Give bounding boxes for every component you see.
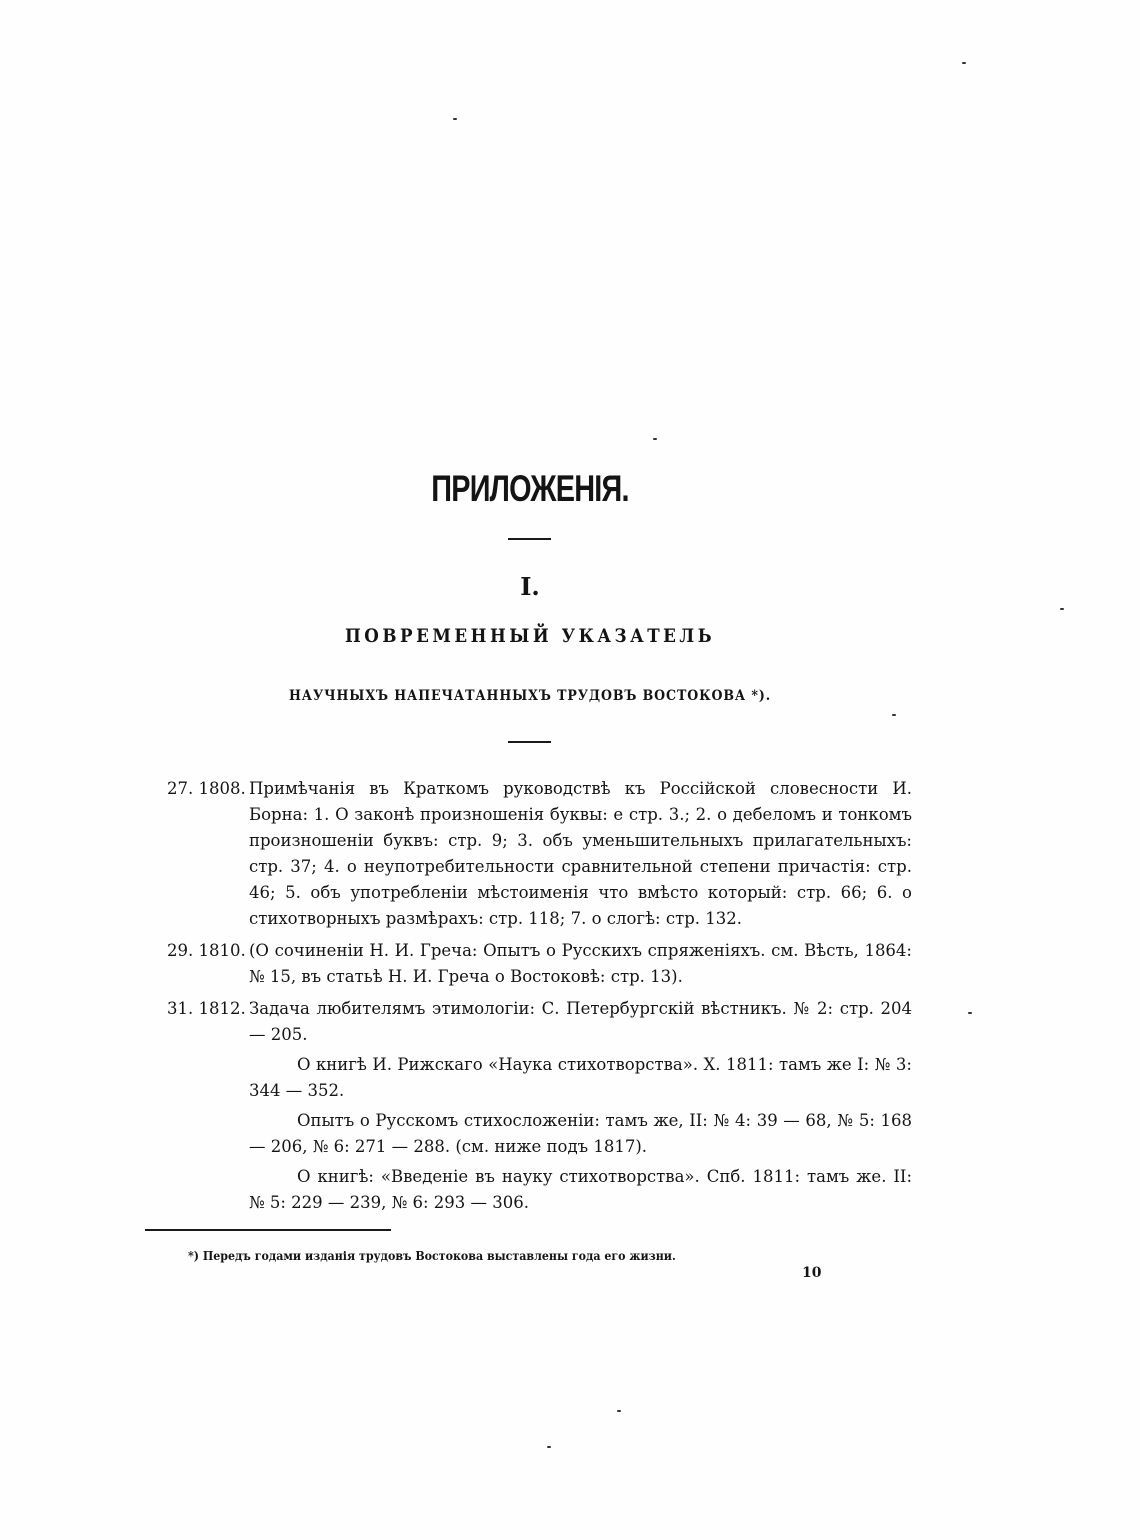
title-divider: [508, 538, 551, 540]
scan-speck: [547, 1446, 551, 1448]
list-item: [167, 996, 912, 1216]
scan-speck: [892, 714, 896, 716]
page-title: ПРИЛОЖЕНІЯ.: [431, 468, 629, 509]
entry-continuation: Опытъ о Русскомъ стихосложеніи: тамъ же, II: № 4: 39 — 68, № 5: 168 — 206, № 6: 271 — 288. (см. ниже подъ 1817).: [249, 1111, 912, 1156]
scan-speck: [653, 438, 657, 440]
section-subheading: НАУЧНЫХЪ НАПЕЧАТАННЫХЪ ТРУДОВЪ ВОСТОКОВА *).: [288, 688, 772, 704]
section-heading: ПОВРЕМЕННЫЙ УКАЗАТЕЛЬ: [344, 625, 716, 647]
scan-speck: [968, 1012, 972, 1014]
entry-text: Задача любителямъ этимологіи: С. Петербургскій вѣстникъ. № 2: стр. 204 — 205.: [249, 999, 912, 1044]
list-item: [167, 776, 912, 932]
page-number: 10: [802, 1265, 822, 1281]
entry-list: [167, 776, 912, 1222]
entry-continuation: О книгѣ: «Введеніе въ науку стихотворства». Спб. 1811: тамъ же. II: № 5: 229 — 239, № 6: 293 — 306.: [249, 1167, 912, 1212]
entry-text: Примѣчанія въ Краткомъ руководствѣ къ Россійской словесности И. Борна: 1. О законѣ произношенія буквы: е стр. 3.; 2. о дебеломъ и тонкомъ произношеніи буквъ: стр. 9; 3. объ уменьшительныхъ прилагательныхъ: стр. 37; 4. о неупотребительности сравнительной степени причастія: стр. 46; 5. объ употребленіи мѣстоименія что вмѣсто который: стр. 66; 6. о стихотворныхъ размѣрахъ: стр. 118; 7. о слогѣ: стр. 132.: [249, 779, 912, 928]
footnote: *) Передъ годами изданія трудовъ Востокова выставлены года его жизни.: [188, 1249, 676, 1263]
scan-speck: [617, 1410, 621, 1412]
entry-continuation: О книгѣ И. Рижскаго «Наука стихотворства». Х. 1811: тамъ же I: № 3: 344 — 352.: [249, 1055, 912, 1100]
scan-speck: [1060, 608, 1064, 610]
entry-number: 27. 1808.: [167, 779, 246, 798]
scan-speck: [962, 62, 966, 64]
entry-number: 29. 1810.: [167, 941, 246, 960]
entry-number: 31. 1812.: [167, 999, 246, 1018]
footnote-divider: [145, 1229, 391, 1231]
list-item: [167, 938, 912, 990]
scan-speck: [453, 118, 457, 120]
section-number: I.: [520, 572, 540, 601]
heading-divider: [508, 741, 551, 743]
entry-text: (О сочиненіи Н. И. Греча: Опытъ о Русскихъ спряженіяхъ. см. Вѣсть, 1864: № 15, въ статьѣ Н. И. Греча о Востоковѣ: стр. 13).: [249, 941, 912, 986]
